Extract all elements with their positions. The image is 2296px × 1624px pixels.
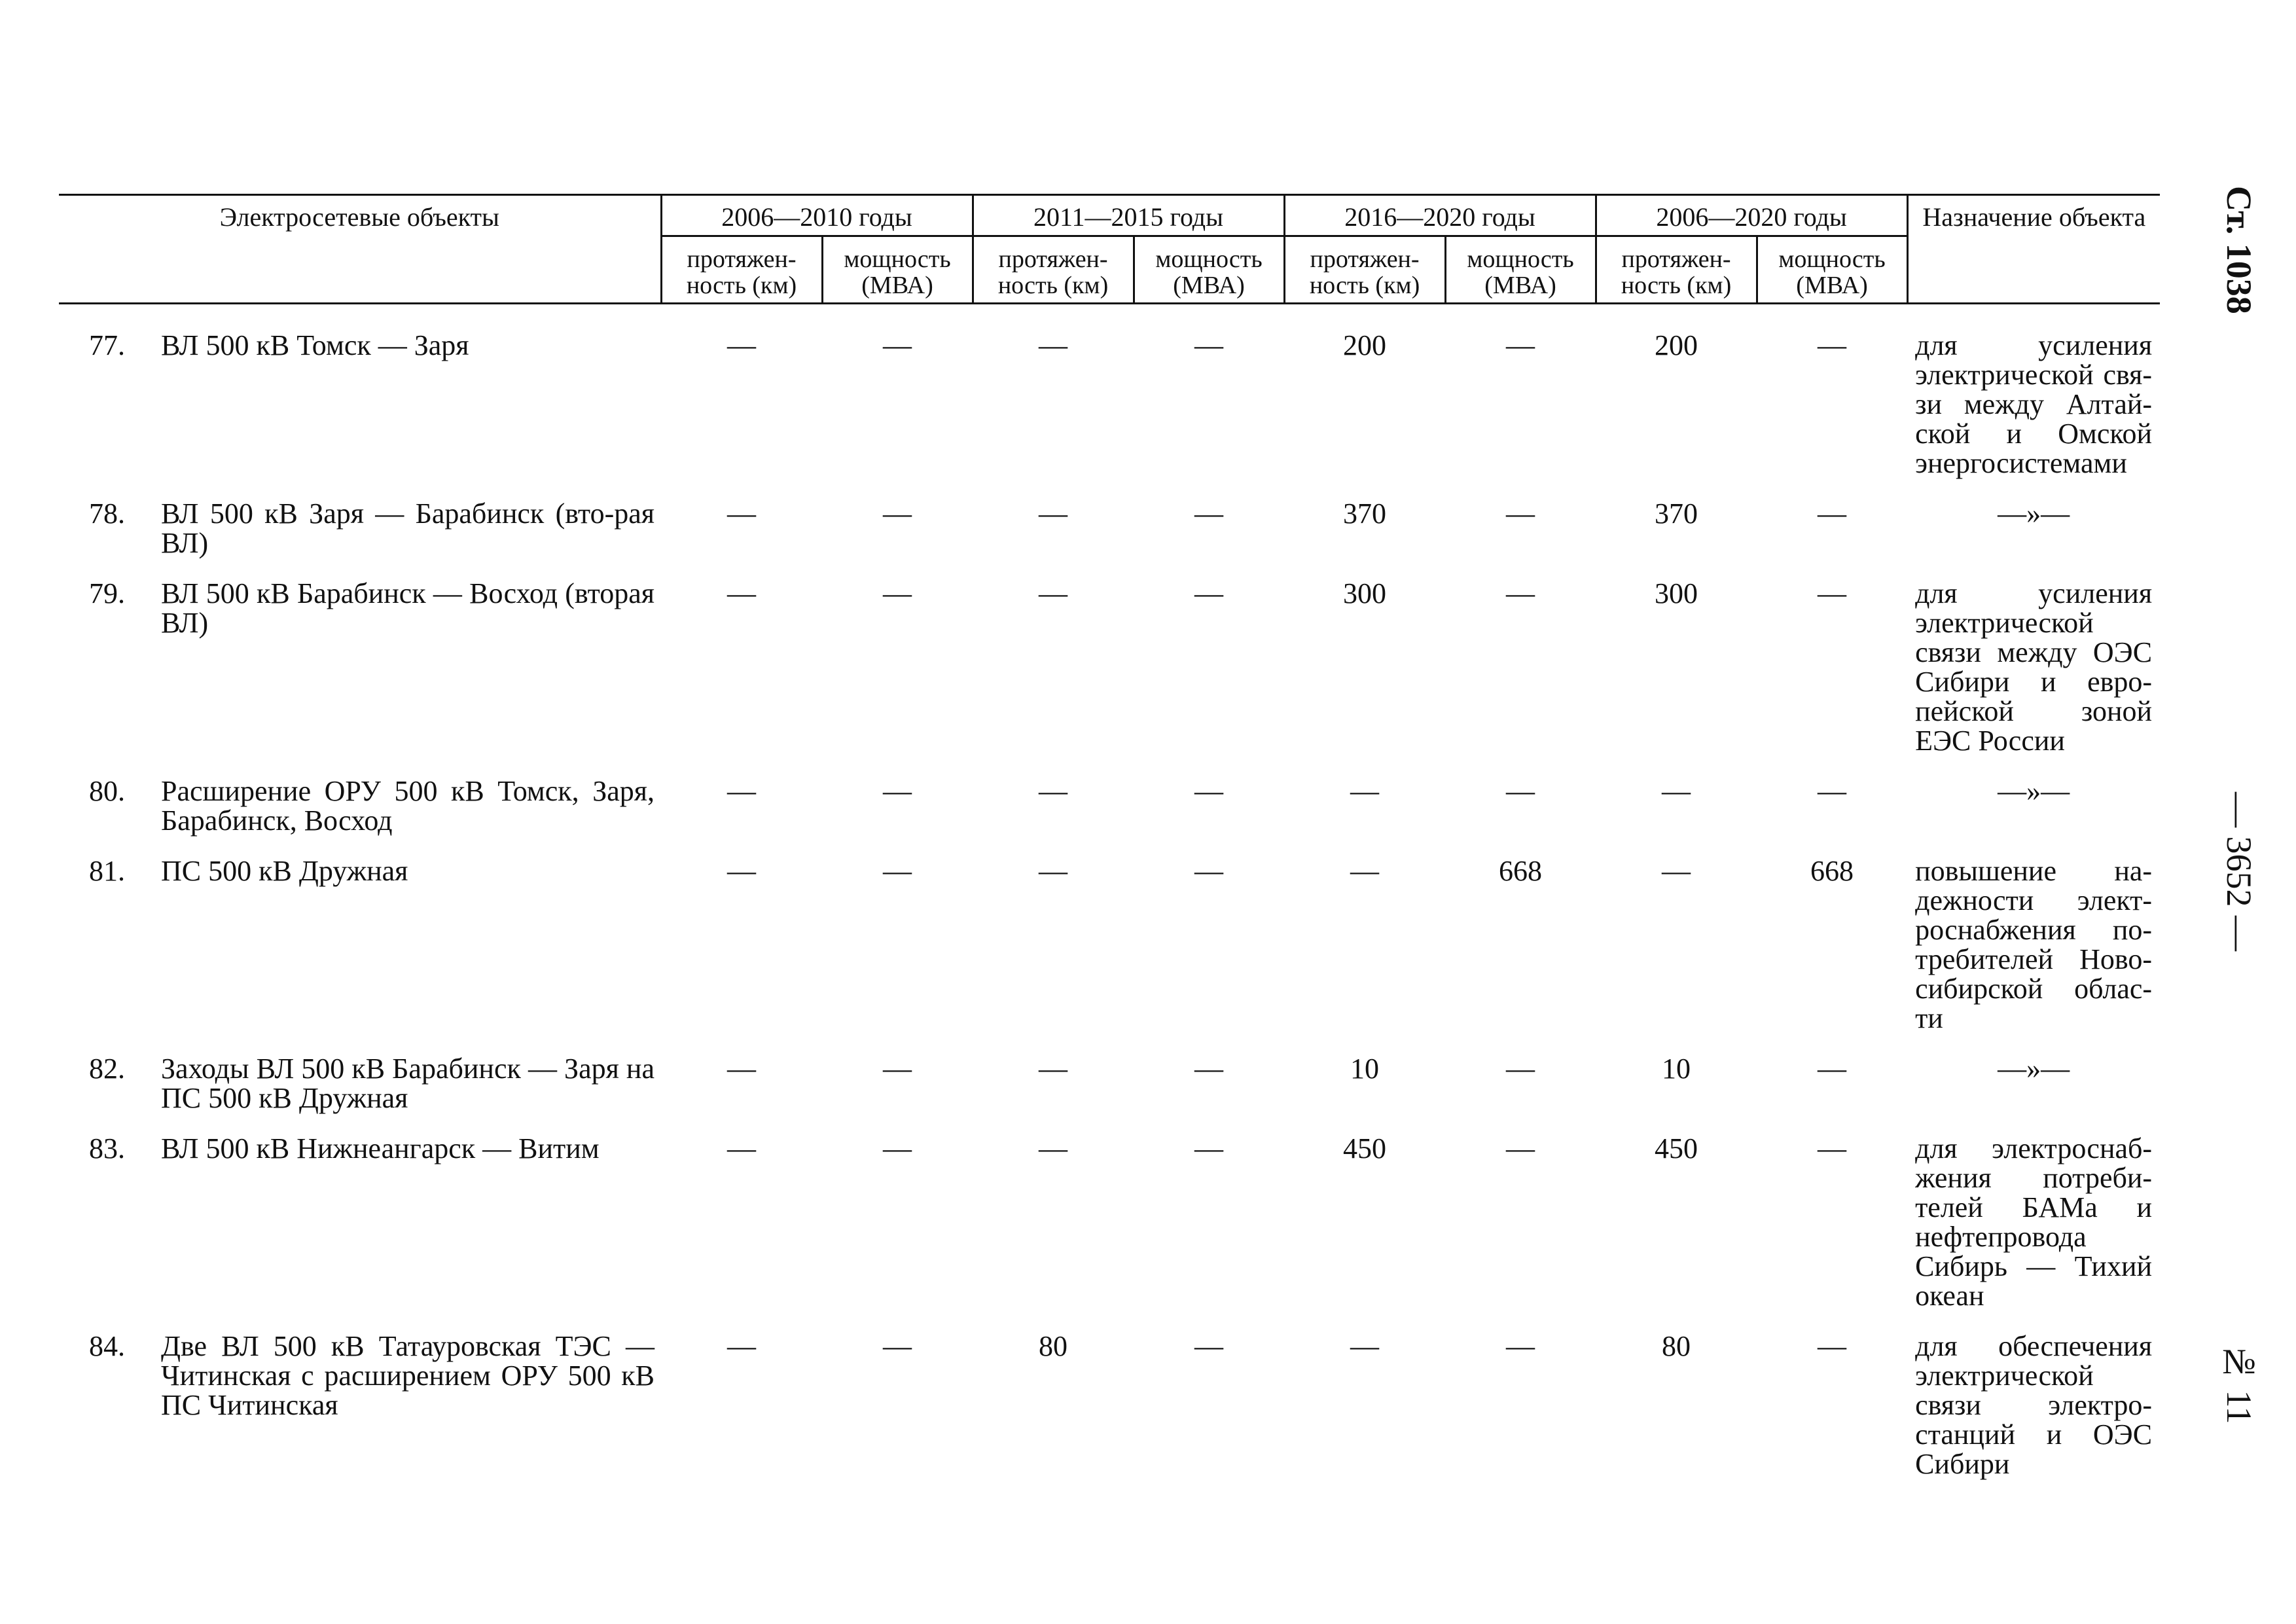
power-2016-2020: —	[1506, 329, 1535, 361]
header-length: протяжен-ность (км)	[1284, 236, 1445, 304]
power-2011-2015: —	[1194, 329, 1224, 361]
length-2011-2015: 80	[1039, 1330, 1068, 1362]
header-purpose: Назначение объекта	[1907, 195, 2160, 304]
header-period-2016-2020: 2016—2020 годы	[1284, 195, 1596, 236]
length-2011-2015: —	[1039, 1053, 1068, 1085]
object-name: ВЛ 500 кВ Заря — Барабинск (вто-рая ВЛ)	[161, 497, 655, 559]
header-length: протяжен-ность (км)	[661, 236, 822, 304]
object-purpose: для электроснаб-жения потреби-телей БАМа и нефтепровода Сибирь — Тихий океан	[1915, 1132, 2153, 1312]
length-2006-2010: —	[727, 775, 757, 807]
table-row	[59, 1310, 2160, 1479]
object-name: ВЛ 500 кВ Барабинск — Восход (вторая ВЛ)	[161, 577, 655, 639]
length-2016-2020: 10	[1350, 1053, 1380, 1085]
object-purpose: для усиления электрической свя-зи между Алтай-ской и Омской энергосистемами	[1915, 329, 2153, 479]
length-2006-2020: 450	[1655, 1132, 1698, 1164]
length-2016-2020: 450	[1343, 1132, 1387, 1164]
power-2006-2010: —	[883, 1053, 912, 1085]
power-2011-2015: —	[1194, 1132, 1224, 1164]
object-purpose: —»—	[1998, 775, 2070, 807]
header-period-2006-2020: 2006—2020 годы	[1596, 195, 1907, 236]
row-number: 82.	[89, 1053, 125, 1085]
power-2006-2010: —	[883, 497, 912, 530]
header-power: мощность (МВА)	[1757, 236, 1907, 304]
row-number: 77.	[89, 329, 125, 361]
length-2006-2010: —	[727, 577, 757, 609]
power-2006-2010: —	[883, 1132, 912, 1164]
power-2006-2010: —	[883, 775, 912, 807]
length-2016-2020: —	[1350, 855, 1380, 887]
power-2006-2020: —	[1818, 577, 1847, 609]
table-row	[59, 304, 2160, 478]
length-2011-2015: —	[1039, 775, 1068, 807]
power-2011-2015: —	[1194, 775, 1224, 807]
power-2016-2020: —	[1506, 775, 1535, 807]
length-2006-2010: —	[727, 1132, 757, 1164]
power-2006-2020: —	[1818, 1132, 1847, 1164]
issue-number: № 11	[2219, 1342, 2259, 1424]
length-2006-2020: 300	[1655, 577, 1698, 609]
power-2006-2010: —	[883, 855, 912, 887]
header-power: мощность (МВА)	[1134, 236, 1284, 304]
power-2006-2010: —	[883, 329, 912, 361]
length-2006-2020: 10	[1662, 1053, 1691, 1085]
length-2006-2020: —	[1662, 855, 1691, 887]
power-2006-2020: —	[1818, 497, 1847, 530]
length-2006-2010: —	[727, 497, 757, 530]
energy-objects-table	[59, 194, 2160, 1479]
power-2006-2010: —	[883, 1330, 912, 1362]
row-number: 84.	[89, 1330, 125, 1362]
row-number: 83.	[89, 1132, 125, 1164]
power-2016-2020: —	[1506, 497, 1535, 530]
power-2011-2015: —	[1194, 497, 1224, 530]
length-2011-2015: —	[1039, 497, 1068, 530]
table-row	[59, 558, 2160, 755]
header-power: мощность (МВА)	[822, 236, 973, 304]
power-2016-2020: —	[1506, 1132, 1535, 1164]
power-2011-2015: —	[1194, 577, 1224, 609]
object-name: ВЛ 500 кВ Томск — Заря	[161, 329, 469, 361]
object-purpose: для усиления электрической связи между ОЭС Сибири и евро-пейской зоной ЕЭС России	[1915, 577, 2153, 757]
power-2016-2020: —	[1506, 1053, 1535, 1085]
header-power: мощность (МВА)	[1445, 236, 1596, 304]
table-row	[59, 835, 2160, 1033]
object-name: ВЛ 500 кВ Нижнеангарск — Витим	[161, 1132, 600, 1164]
object-name: ПС 500 кВ Дружная	[161, 855, 408, 887]
object-purpose: —»—	[1998, 1053, 2070, 1085]
length-2016-2020: 200	[1343, 329, 1387, 361]
table-row	[59, 478, 2160, 558]
power-2006-2020: 668	[1810, 855, 1854, 887]
length-2011-2015: —	[1039, 577, 1068, 609]
object-purpose: для обеспечения электрической связи электро-станций и ОЭС Сибири	[1915, 1330, 2153, 1480]
object-purpose: повышение на-дежности элект-роснабжения по-требителей Ново-сибирской облас-ти	[1915, 855, 2153, 1034]
power-2011-2015: —	[1194, 855, 1224, 887]
length-2006-2010: —	[727, 329, 757, 361]
length-2016-2020: —	[1350, 775, 1380, 807]
table-row	[59, 755, 2160, 835]
power-2011-2015: —	[1194, 1053, 1224, 1085]
power-2006-2010: —	[883, 577, 912, 609]
table-row	[59, 1113, 2160, 1310]
length-2006-2020: 80	[1662, 1330, 1691, 1362]
power-2016-2020: 668	[1499, 855, 1543, 887]
row-number: 78.	[89, 497, 125, 530]
power-2006-2020: —	[1818, 329, 1847, 361]
power-2011-2015: —	[1194, 1330, 1224, 1362]
length-2006-2020: 370	[1655, 497, 1698, 530]
object-purpose: —»—	[1998, 497, 2070, 530]
object-name: Две ВЛ 500 кВ Татауровская ТЭС — Читинская с расширением ОРУ 500 кВ ПС Читинская	[161, 1330, 655, 1421]
length-2016-2020: 300	[1343, 577, 1387, 609]
length-2016-2020: —	[1350, 1330, 1380, 1362]
object-name: Расширение ОРУ 500 кВ Томск, Заря, Барабинск, Восход	[161, 775, 655, 837]
power-2006-2020: —	[1818, 775, 1847, 807]
row-number: 79.	[89, 577, 125, 609]
table-body	[59, 304, 2160, 1479]
power-2016-2020: —	[1506, 577, 1535, 609]
length-2011-2015: —	[1039, 855, 1068, 887]
length-2011-2015: —	[1039, 1132, 1068, 1164]
header-period-2011-2015: 2011—2015 годы	[973, 195, 1284, 236]
length-2006-2010: —	[727, 855, 757, 887]
power-2006-2020: —	[1818, 1053, 1847, 1085]
header-length: протяжен-ность (км)	[1596, 236, 1757, 304]
power-2006-2020: —	[1818, 1330, 1847, 1362]
length-2006-2010: —	[727, 1330, 757, 1362]
length-2006-2010: —	[727, 1053, 757, 1085]
table-header	[59, 195, 2160, 304]
row-number: 80.	[89, 775, 125, 807]
length-2006-2020: —	[1662, 775, 1691, 807]
length-2011-2015: —	[1039, 329, 1068, 361]
length-2006-2020: 200	[1655, 329, 1698, 361]
header-objects: Электросетевые объекты	[59, 195, 661, 304]
row-number: 81.	[89, 855, 125, 887]
power-2016-2020: —	[1506, 1330, 1535, 1362]
article-number: Ст. 1038	[2219, 186, 2259, 314]
header-length: протяжен-ность (км)	[973, 236, 1134, 304]
table-row	[59, 1033, 2160, 1113]
object-name: Заходы ВЛ 500 кВ Барабинск — Заря на ПС 500 кВ Дружная	[161, 1053, 655, 1114]
page-number: — 3652 —	[2219, 792, 2259, 951]
header-period-2006-2010: 2006—2010 годы	[661, 195, 973, 236]
length-2016-2020: 370	[1343, 497, 1387, 530]
